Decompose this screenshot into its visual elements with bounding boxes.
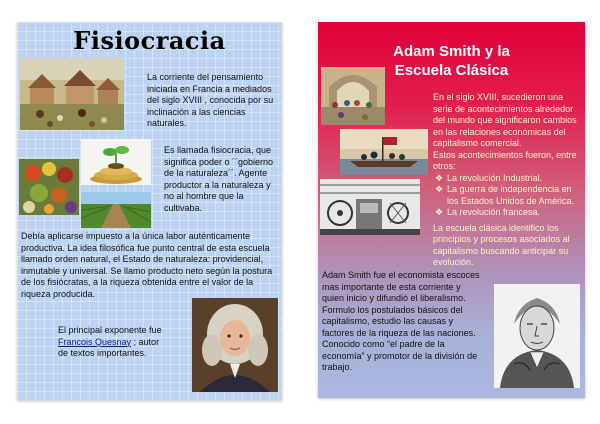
event-item-french: ❖ La revolución francesa. [435,207,541,217]
quesnay-link[interactable]: Francois Quesnay [58,336,132,347]
intro-paragraph: La corriente del pensamiento iniciada en Francia a mediados del siglo XVIII , conocida por su inclinación a las ciencias naturales. [147,72,274,128]
definition-paragraph: Es llamada fisiocracia, que significa poder o ´´gobierno de la naturaleza´´. Agente productor a la naturaleza y no al hombre que la cultivaba. [164,145,274,213]
vegetables-image [19,159,79,215]
title-line-1: Adam Smith y la [393,43,510,60]
events-intro: Estos acontecimientos fueron, entre otros: [433,149,577,171]
fisiocracia-page [17,22,282,400]
classical-school-text: La escuela clásica identifico los principios y procesos asociados al capitalismo buscando anticipar su evolución. [433,222,570,267]
diamond-bullet-icon: ❖ [435,184,444,194]
context-text: En el siglo XVIII, sucedieron una serie de acontecimientos alrededor del mundo que significaron cambios en las relaciones económicas del capitalismo comercial. [433,92,577,148]
context-paragraph [433,92,583,269]
quesnay-text-before: El principal exponente fue [58,325,162,335]
quesnay-portrait-image [192,298,278,392]
quesnay-text-after: ; autor de textos importantes. [58,336,160,358]
industrial-machines-image [320,179,420,235]
page-title: Fisiocracia [73,26,226,55]
diamond-bullet-icon: ❖ [435,207,444,217]
revolution-painting-image [340,129,428,175]
events-list [433,173,583,219]
coins-sprout-image [81,139,151,185]
diamond-bullet-icon: ❖ [435,172,444,183]
village-painting-image [20,58,124,130]
event-item-industrial: ❖ La revolución Industrial. [435,172,543,183]
quesnay-paragraph [58,325,166,360]
adam-smith-paragraph: Adam Smith fue el economista escoces mas importante de esta corriente y quien inicio y difundió el liberalismo. Formulo los postulados básicos del capitalismo, estudio las causas y factores de la riqueza de las naciones. Conocido como “el padre de la economía” y promotor de la división de trabajo. [322,270,480,372]
adam-smith-page [318,22,585,398]
event-item-independence: ❖ La guerra de independencia en los Estados Unidos de América. [435,184,575,206]
doctrine-paragraph: Debía aplicarse impuesto a la única labor auténticamente productiva. La idea filosófica fue punto central de esta escuela llamado orden natural, el Estado de naturaleza: providencial, inmutable y universal. Se llamo producto neto según la postura de los fisiócratas, a la riqueza obtenida entre el valor de la riqueza producida. [21,231,273,299]
school-of-athens-image [321,67,385,125]
crop-field-image [81,192,151,228]
title-line-2: Escuela Clásica [394,62,509,79]
adam-smith-portrait-image [494,284,580,388]
